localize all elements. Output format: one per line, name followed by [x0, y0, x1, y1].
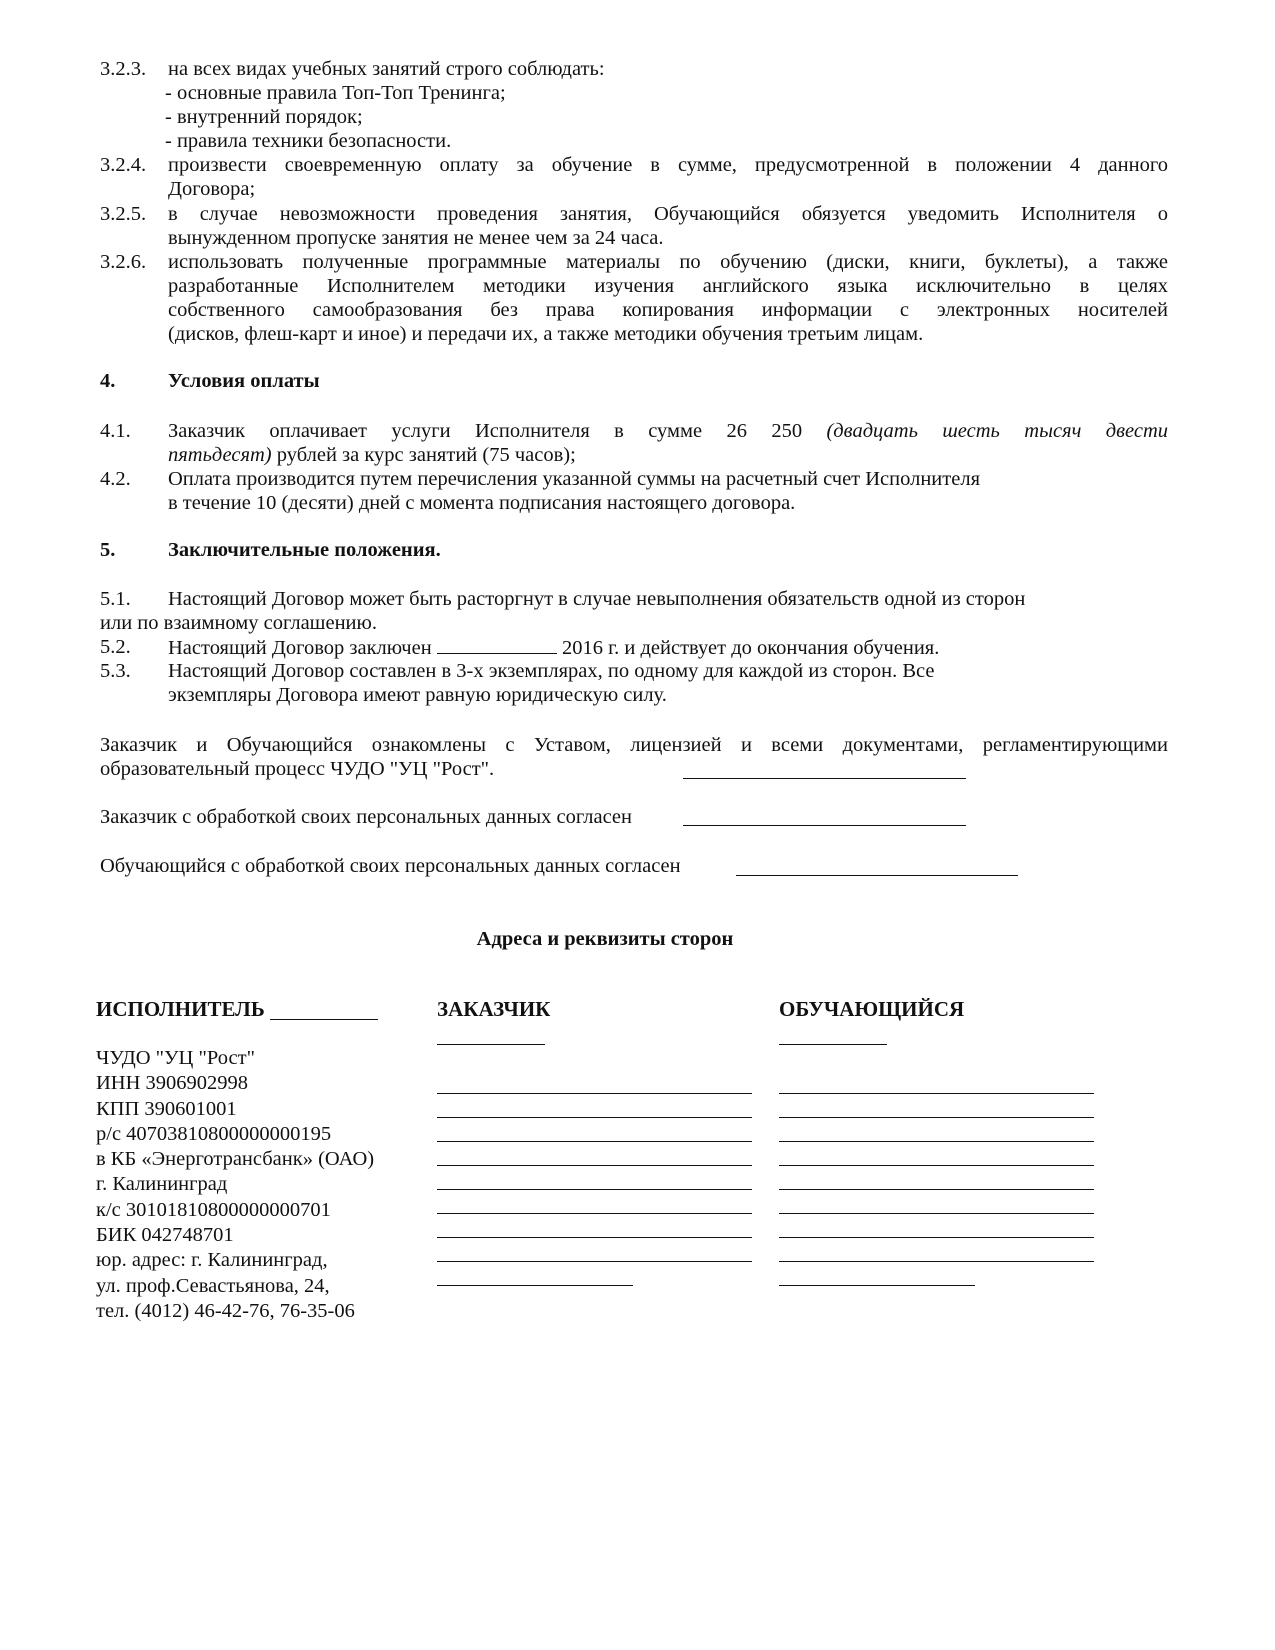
clause-number: 5.3.	[100, 660, 131, 682]
clause-line: Настоящий Договор может быть расторгнут в случае невыполнения обязательств одной из сторон	[168, 588, 1026, 610]
clause-number: 4.2.	[100, 468, 131, 490]
student-blank-line[interactable]	[779, 1141, 1094, 1142]
clause-line: Оплата производится путем перечисления указанной суммы на расчетный счет Исполнителя	[168, 468, 980, 490]
clause-number: 3.2.3.	[100, 58, 147, 80]
requisite-line: ЧУДО "УЦ "Рост"	[96, 1047, 255, 1069]
student-blank-line[interactable]	[779, 1237, 1094, 1238]
requisite-line: р/с 40703810800000000195	[96, 1122, 332, 1145]
student-blank-line[interactable]	[779, 1117, 1094, 1118]
clause-number: 3.2.6.	[100, 251, 147, 273]
executor-requisites	[96, 1046, 374, 1324]
clause-text: Настоящий Договор заключен	[168, 637, 432, 659]
customer-heading: ЗАКАЗЧИК	[437, 997, 551, 1021]
clause-text: рублей за курс занятий (75 часов);	[271, 444, 576, 466]
clause-number: 4.1.	[100, 420, 131, 442]
executor-heading-underline	[270, 1019, 378, 1020]
section-number: 4.	[100, 370, 116, 392]
customer-blank-line[interactable]	[437, 1213, 752, 1214]
list-item: - основные правила Топ-Топ Тренинга;	[165, 82, 506, 104]
clause-5-2	[100, 635, 1168, 660]
student-blank-line[interactable]	[779, 1189, 1094, 1190]
consent-customer: Заказчик с обработкой своих персональных данных согласен	[100, 806, 632, 828]
executor-heading: ИСПОЛНИТЕЛЬ	[96, 997, 265, 1021]
student-blank-line[interactable]	[779, 1165, 1094, 1166]
customer-blank-line[interactable]	[437, 1141, 752, 1142]
requisite-line: КПП 390601001	[96, 1097, 237, 1120]
customer-blank-line[interactable]	[437, 1261, 752, 1262]
acknowledgement-signature-line[interactable]	[683, 778, 966, 779]
student-blank-line[interactable]	[779, 1213, 1094, 1214]
requisite-line: тел. (4012) 46-42-76, 76-35-06	[96, 1299, 355, 1322]
customer-heading-underline	[437, 1044, 545, 1045]
requisite-line: к/с 30101810800000000701	[96, 1198, 331, 1221]
clause-line: (дисков, флеш-карт и иное) и передачи их, а также методики обучения третьим лицам.	[168, 323, 924, 345]
clause-5-1	[100, 587, 1168, 637]
customer-blank-line[interactable]	[437, 1117, 752, 1118]
clause-line: использовать полученные программные материалы по обучению (диски, книги, буклеты), а также	[168, 251, 1168, 273]
student-blank-line[interactable]	[779, 1261, 1094, 1262]
clause-number: 3.2.5.	[100, 203, 147, 225]
student-heading-underline	[779, 1044, 887, 1045]
clause-4-2	[100, 467, 1168, 517]
customer-blank-line[interactable]	[437, 1189, 752, 1190]
section-title: Условия оплаты	[168, 370, 320, 392]
customer-blank-line[interactable]	[437, 1093, 752, 1094]
clause-line	[168, 635, 939, 661]
date-blank-field[interactable]	[437, 635, 557, 654]
requisite-line: г. Калининград	[96, 1173, 228, 1196]
customer-blank-line[interactable]	[437, 1285, 633, 1286]
customer-blank-line[interactable]	[437, 1165, 752, 1166]
student-heading: ОБУЧАЮЩИЙСЯ	[779, 997, 965, 1021]
customer-consent-signature-line[interactable]	[683, 825, 966, 826]
clause-line: произвести своевременную оплату за обучение в сумме, предусмотренной в положении 4 данного	[168, 154, 1168, 176]
clause-line: вынужденном пропуске занятия не менее чем за 24 часа.	[168, 227, 664, 249]
clause-5-3	[100, 659, 1168, 709]
section-title: Заключительные положения.	[168, 539, 441, 561]
clause-line: или по взаимному соглашению.	[100, 612, 377, 634]
requisite-line: БИК 042748701	[96, 1224, 234, 1247]
acknowledgement-line: образовательный процесс ЧУДО "УЦ "Рост".	[100, 758, 495, 780]
clause-3-2-3	[100, 57, 1168, 157]
clause-text: 2016 г. и действует до окончания обучения.	[556, 637, 940, 659]
consent-student: Обучающийся с обработкой своих персональных данных согласен	[100, 855, 681, 877]
clause-text: на всех видах учебных занятий строго соблюдать:	[168, 58, 605, 80]
clause-line: в случае невозможности проведения занятия, Обучающийся обязуется уведомить Исполнителя о	[168, 203, 1168, 225]
clause-3-2-5	[100, 202, 1168, 252]
section-number: 5.	[100, 539, 116, 561]
clause-line: разработанные Исполнителем методики изучения английского языка исключительно в целях	[168, 275, 1168, 297]
student-blank-line[interactable]	[779, 1285, 975, 1286]
customer-blank-line[interactable]	[437, 1237, 752, 1238]
list-item: - внутренний порядок;	[165, 106, 363, 128]
amount-in-words: пятьдесят)	[168, 444, 272, 466]
requisite-line: в КБ «Энерготрансбанк» (ОАО)	[96, 1148, 375, 1171]
clause-line: в течение 10 (десяти) дней с момента подписания настоящего договора.	[168, 492, 796, 514]
clause-text: Заказчик оплачивает услуги Исполнителя в сумме 26 250	[168, 420, 803, 442]
amount-in-words: (двадцать шесть тысяч двести	[826, 420, 1168, 442]
clause-line: Настоящий Договор составлен в 3-х экземплярах, по одному для каждой из сторон. Все	[168, 660, 935, 682]
acknowledgement-line: Заказчик и Обучающийся ознакомлены с Уставом, лицензией и всеми документами, регламентирующими	[100, 734, 1168, 756]
requisites-title: Адреса и реквизиты сторон	[476, 928, 734, 950]
requisite-line: ИНН 3906902998	[96, 1072, 249, 1095]
clause-number: 5.2.	[100, 636, 131, 658]
student-consent-signature-line[interactable]	[736, 875, 1018, 876]
requisite-line: юр. адрес: г. Калининград,	[96, 1249, 328, 1272]
clause-number: 3.2.4.	[100, 154, 147, 176]
requisite-line: ул. проф.Севастьянова, 24,	[96, 1274, 330, 1297]
clause-line: Договора;	[168, 178, 256, 200]
student-blank-line[interactable]	[779, 1093, 1094, 1094]
clause-line: экземпляры Договора имеют равную юридическую силу.	[168, 684, 667, 706]
clause-3-2-4	[100, 153, 1168, 203]
clause-line	[168, 419, 1168, 444]
clause-line	[168, 443, 576, 468]
clause-3-2-6	[100, 250, 1168, 350]
list-item: - правила техники безопасности.	[165, 130, 452, 152]
acknowledgement	[100, 733, 1168, 783]
clause-line: собственного самообразования без права копирования информации с электронных носителей	[168, 299, 1168, 321]
clause-4-1	[100, 419, 1168, 469]
clause-number: 5.1.	[100, 588, 131, 610]
